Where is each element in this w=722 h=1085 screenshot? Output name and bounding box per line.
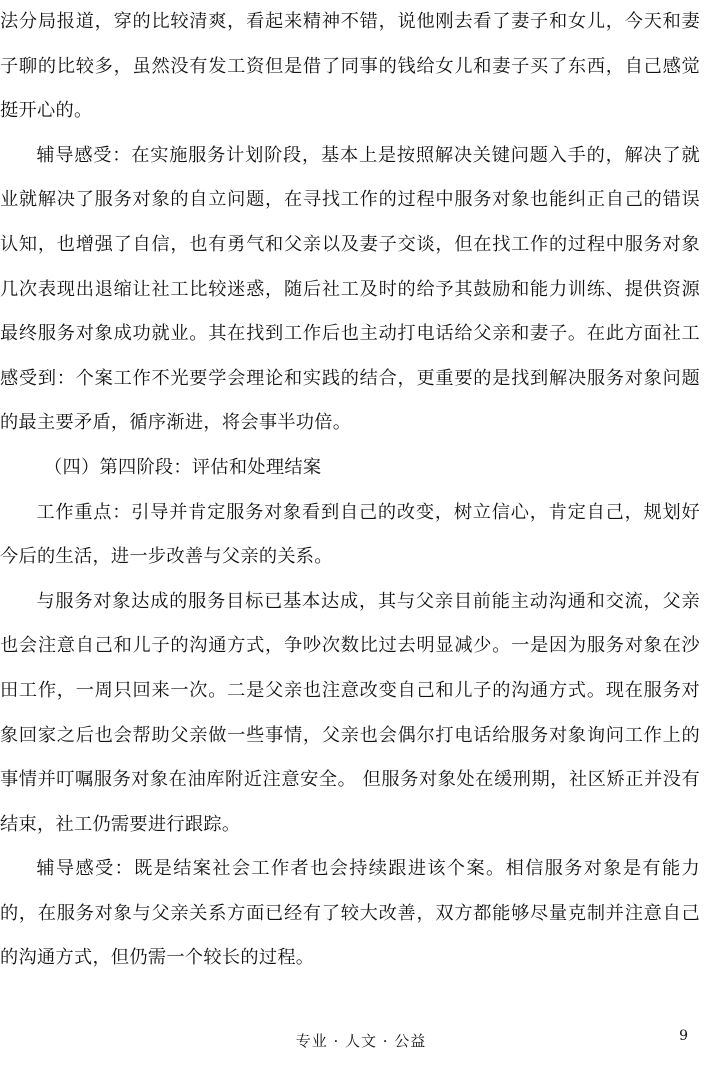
page-footer xyxy=(0,1028,722,1058)
paragraph-counseling-reflection-1: 辅导感受：在实施服务计划阶段，基本上是按照解决关键问题入手的，解决了就业就解决了服务对象的自立问题，在寻找工作的过程中服务对象也能纠正自己的错误认知，也增强了自信，也有勇气和父亲以及妻子交谈，但在找工作的过程中服务对象几次表现出退缩让社工比较迷惑，随后社工及时的给予其鼓励和能力训练、提供资源最终服务对象成功就业。其在找到工作后也主动打电话给父亲和妻子。在此方面社工感受到：个案工作不光要学会理论和实践的结合，更重要的是找到解决服务对象问题的最主要矛盾，循序渐进，将会事半功倍。 xyxy=(0,144,700,434)
paragraph-counseling-reflection-2: 辅导感受：既是结案社会工作者也会持续跟进该个案。相信服务对象是有能力的，在服务对象与父亲关系方面已经有了较大改善，双方都能够尽量克制并注意自己的沟通方式，但仍需一个较长的过程。 xyxy=(0,858,700,969)
page-number: 9 xyxy=(679,1028,688,1044)
paragraph-work-focus: 工作重点：引导并肯定服务对象看到自己的改变，树立信心，肯定自己，规划好今后的生活，进一步改善与父亲的关系。 xyxy=(0,501,700,568)
paragraph-continuation: 法分局报道，穿的比较清爽，看起来精神不错，说他刚去看了妻子和女儿，今天和妻子聊的比较多，虽然没有发工资但是借了同事的钱给女儿和妻子买了东西，自己感觉挺开心的。 xyxy=(0,11,700,122)
section-heading-stage-four: （四）第四阶段：评估和处理结案 xyxy=(44,456,322,478)
paragraph-goal-achievement: 与服务对象达成的服务目标已基本达成，其与父亲目前能主动沟通和交流，父亲也会注意自己和儿子的沟通方式，争吵次数比过去明显减少。一是因为服务对象在沙田工作，一周只回来一次。二是父亲也注意改变自己和儿子的沟通方式。现在服务对象回家之后也会帮助父亲做一些事情，父亲也会偶尔打电话给服务对象询问工作上的事情并叮嘱服务对象在油库附近注意安全。 但服务对象处在缓刑期，社区矫正并没有结束，社工仍需要进行跟踪。 xyxy=(0,590,700,835)
footer-slogan: 专业 · 人文 · 公益 xyxy=(295,1032,427,1050)
